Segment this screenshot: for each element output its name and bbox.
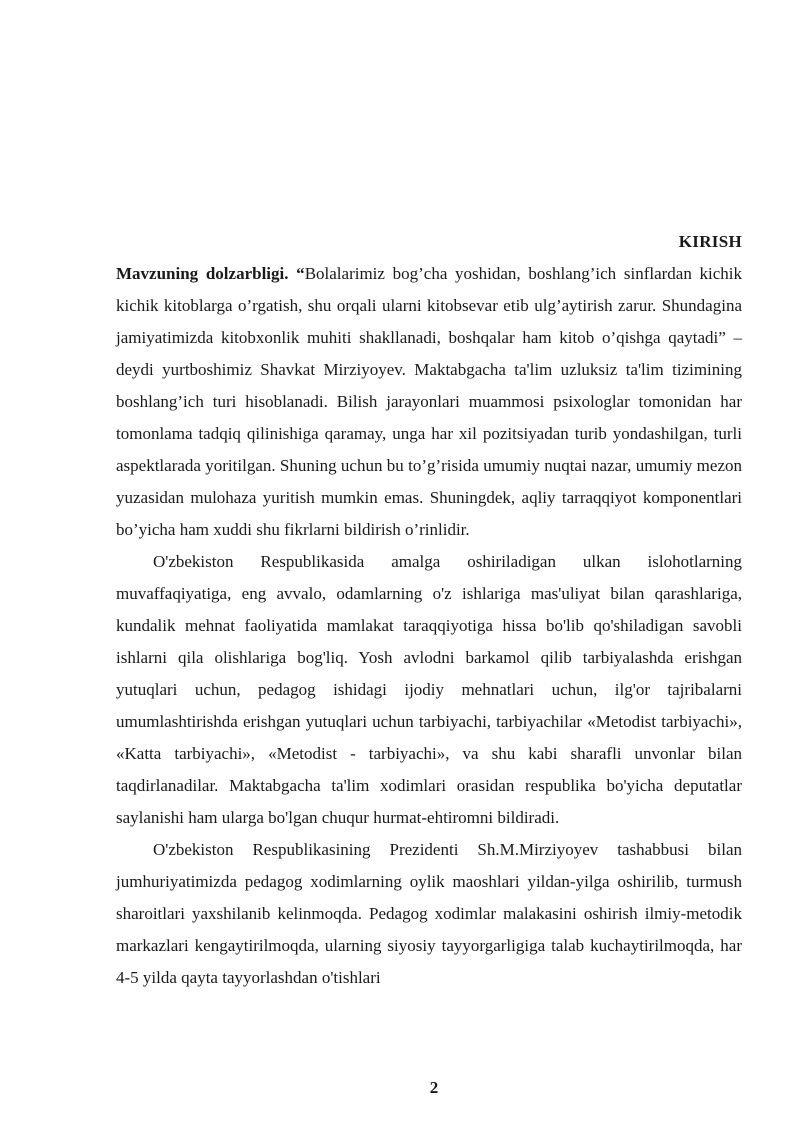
paragraph-president: O'zbekiston Respublikasining Prezidenti Sh.M.Mirziyoyev tashabbusi bilan jumhuriyatimizda pedagog xodimlarning oylik maoshlari yildan-yilga oshirilib, turmush sharoitlari yaxshilanib kelinmoqda. Pedagog xodimlar malakasini oshirish ilmiy-metodik markazlari kengaytirilmoqda, ularning siyosiy tayyorgarligiga talab kuchaytirilmoqda, har 4-5 yilda qayta tayyorlashdan o'tishlari <box>116 840 742 987</box>
paragraph-relevance-text: Bolalarimiz bog’cha yoshidan, boshlang’ich sinflardan kichik kichik kitoblarga o’rgatish, shu orqali ularni kitobsevar etib ulg’aytirish zarur. Shundagina jamiyatimizda kitobxonlik muhiti shakllanadi, boshqalar ham kitob o’qishga qaytadi” – deydi yurtboshimiz Shavkat Mirziyoyev. Maktabgacha ta'lim uzluksiz ta'lim tizimining boshlang’ich turi hisoblanadi. Bilish jarayonlari muammosi psixologlar tomonidan har tomonlama tadqiq qilinishiga qaramay, unga har xil pozitsiyadan turib yondashilgan, turli aspektlarada yoritilgan. Shuning uchun bu to’g’risida umumiy nuqtai nazar, umumiy mezon yuzasidan mulohaza yuritish mumkin emas. Shuningdek, aqliy tarraqqiyot komponentlari bo’yicha ham xuddi shu fikrlarni bildirish o’rinlidir. <box>116 264 742 539</box>
paragraph-lead: Mavzuning dolzarbligi. “ <box>116 264 305 283</box>
page-number: 2 <box>429 1078 439 1097</box>
paragraph-relevance <box>116 258 742 546</box>
document-body <box>116 258 742 994</box>
paragraph-reforms: O'zbekiston Respublikasida amalga oshiriladigan ulkan islohotlarning muvaffaqiyatiga, eng avvalo, odamlarning o'z ishlariga mas'uliyat bilan qarashlariga, kundalik mehnat faoliyatida mamlakat taraqqiyotiga hissa bo'lib qo'shiladigan savobli ishlarni qila olishlariga bog'liq. Yosh avlodni barkamol qilib tarbiyalashda erishgan yutuqlari uchun, pedagog ishidagi ijodiy mehnatlari uchun, ilg'or tajribalarni umumlashtirishda erishgan yutuqlari uchun tarbiyachi, tarbiyachilar «Metodist tarbiyachi», «Katta tarbiyachi», «Metodist - tarbiyachi», va shu kabi sharafli unvonlar bilan taqdirlanadilar. Maktabgacha ta'lim xodimlari orasidan respublika bo'yicha deputatlar saylanishi ham ularga bo'lgan chuqur hurmat-ehtiromni bildiradi. <box>116 552 742 827</box>
section-heading: KIRISH <box>678 232 742 251</box>
